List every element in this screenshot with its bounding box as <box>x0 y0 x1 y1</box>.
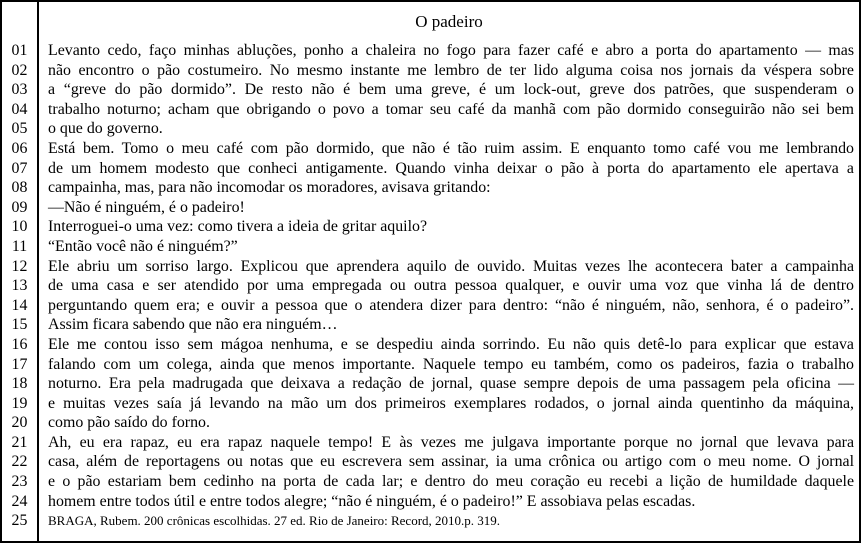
line-number: 16 <box>11 335 28 353</box>
text-line <box>2 413 859 433</box>
line-text: Ele abriu um sorriso largo. Explicou que aprendera aquilo de ouvido. Muitas vezes lhe acontecera bater a campainha <box>48 257 854 275</box>
text-line <box>2 41 859 61</box>
line-number: 08 <box>11 179 28 197</box>
line-text: Ah, eu era rapaz, eu era rapaz naquele tempo! E às vezes me julgava importante porque no jornal que levava para <box>48 433 854 451</box>
line-text: campainha, mas, para não incomodar os moradores, avisava gritando: <box>48 179 491 197</box>
text-line <box>2 492 859 512</box>
text-line <box>2 80 859 100</box>
line-number: 17 <box>11 355 28 373</box>
line-text: não encontro o pão costumeiro. No mesmo instante me lembro de ter lido alguma coisa nos jornais da véspera sobre <box>48 61 854 79</box>
text-line <box>2 237 859 257</box>
line-number: 22 <box>11 453 28 471</box>
line-text: homem entre todos útil e entre todos alegre; “não é ninguém, é o padeiro!” E assobiava pelas escadas. <box>48 492 696 510</box>
line-text: —Não é ninguém, é o padeiro! <box>48 198 245 216</box>
text-line <box>2 119 859 139</box>
line-text: a “greve do pão dormido”. De resto não é bem uma greve, é um lock-out, greve dos patrões, que suspenderam o <box>48 81 854 99</box>
text-line <box>2 355 859 375</box>
line-text: Ele me contou isso sem mágoa nenhuma, e se despediu ainda sorrindo. Eu não quis detê-lo para explicar que estava <box>48 335 854 353</box>
text-line <box>2 296 859 316</box>
line-text: casa, além de reportagens ou notas que eu escrevera sem assinar, ia uma crônica ou artigo com o meu nome. O jornal <box>48 453 854 471</box>
line-text: de uma casa e ser atendido por uma empregada ou outra pessoa qualquer, e ouvir uma voz que vinha lá de dentro <box>48 277 854 295</box>
text-line <box>2 315 859 335</box>
line-text: de um homem modesto que conheci antigamente. Quando vinha deixar o pão à porta do apartamento ele apertava a <box>48 159 854 177</box>
text-line <box>2 257 859 277</box>
text-line <box>2 335 859 355</box>
text-line <box>2 276 859 296</box>
line-number: 03 <box>11 81 28 99</box>
passage-title: O padeiro <box>415 11 483 31</box>
text-line <box>2 374 859 394</box>
line-number: 15 <box>11 316 28 334</box>
line-number: 19 <box>11 394 28 412</box>
line-number: 09 <box>11 198 28 216</box>
line-number: 18 <box>11 375 28 393</box>
line-number: 14 <box>11 296 28 314</box>
line-number: 24 <box>11 492 28 510</box>
line-number: 21 <box>11 433 28 451</box>
column-divider <box>37 2 39 541</box>
line-number: 11 <box>11 237 28 255</box>
line-text: Interroguei-o uma vez: como tivera a ideia de gritar aquilo? <box>48 218 428 236</box>
text-line <box>2 139 859 159</box>
line-number: 04 <box>11 100 28 118</box>
line-text: falando com um colega, ainda que menos importante. Naquele tempo eu também, como os padeiros, fazia o trabalho <box>48 355 854 373</box>
text-line <box>2 61 859 81</box>
line-text: e o pão estariam bem cedinho na porta de cada lar; e dentro do meu coração eu recebi a lição de humildade daquele <box>48 473 854 491</box>
text-line <box>2 433 859 453</box>
text-line <box>2 100 859 120</box>
text-line <box>2 472 859 492</box>
text-line citation-line <box>2 511 859 531</box>
line-text: Levanto cedo, faço minhas abluções, ponho a chaleira no fogo para fazer café e abro a porta do apartamento — mas <box>48 42 854 59</box>
text-line <box>2 178 859 198</box>
line-text: trabalho noturno; acham que obrigando o povo a tomar seu café da manhã com pão dormido conseguirão não sei bem <box>48 100 854 118</box>
line-text: e muitas vezes saía já levando na mão um dos primeiros exemplares rodados, o jornal ainda quentinho da máquina, <box>48 394 854 412</box>
line-text: perguntando quem era; e ouvir a pessoa que o atendera dizer para dentro: “não é ninguém, não, senhora, é o padeiro”. <box>48 296 854 314</box>
line-text: noturno. Era pela madrugada que deixava a redação de jornal, quase sempre depois de uma passagem pela oficina — <box>48 375 854 393</box>
citation-line: BRAGA, Rubem. 200 crônicas escolhidas. 27 ed. Rio de Janeiro: Record, 2010.p. 319. <box>48 513 501 529</box>
line-text: o que do governo. <box>48 120 163 138</box>
line-number: 25 <box>11 512 28 530</box>
line-number: 13 <box>11 277 28 295</box>
text-line <box>2 159 859 179</box>
line-number: 23 <box>11 473 28 491</box>
line-number: 20 <box>11 414 28 432</box>
line-number: 07 <box>11 159 28 177</box>
text-line <box>2 394 859 414</box>
text-line <box>2 198 859 218</box>
line-text: Assim ficara sabendo que não era ninguém… <box>48 316 338 334</box>
line-text: como pão saído do forno. <box>48 414 210 432</box>
line-text: Está bem. Tomo o meu café com pão dormido, que não é tão ruim assim. E enquanto tomo café vou me lembrando <box>48 139 854 157</box>
line-number: 02 <box>11 61 28 79</box>
line-number: 01 <box>11 42 28 59</box>
text-line <box>2 452 859 472</box>
text-line <box>2 217 859 237</box>
line-number: 05 <box>11 120 28 138</box>
line-number: 06 <box>11 139 28 157</box>
title-row <box>2 2 859 41</box>
line-number: 10 <box>11 218 28 236</box>
line-number: 12 <box>11 257 28 275</box>
line-text: “Então você não é ninguém?” <box>48 237 238 255</box>
